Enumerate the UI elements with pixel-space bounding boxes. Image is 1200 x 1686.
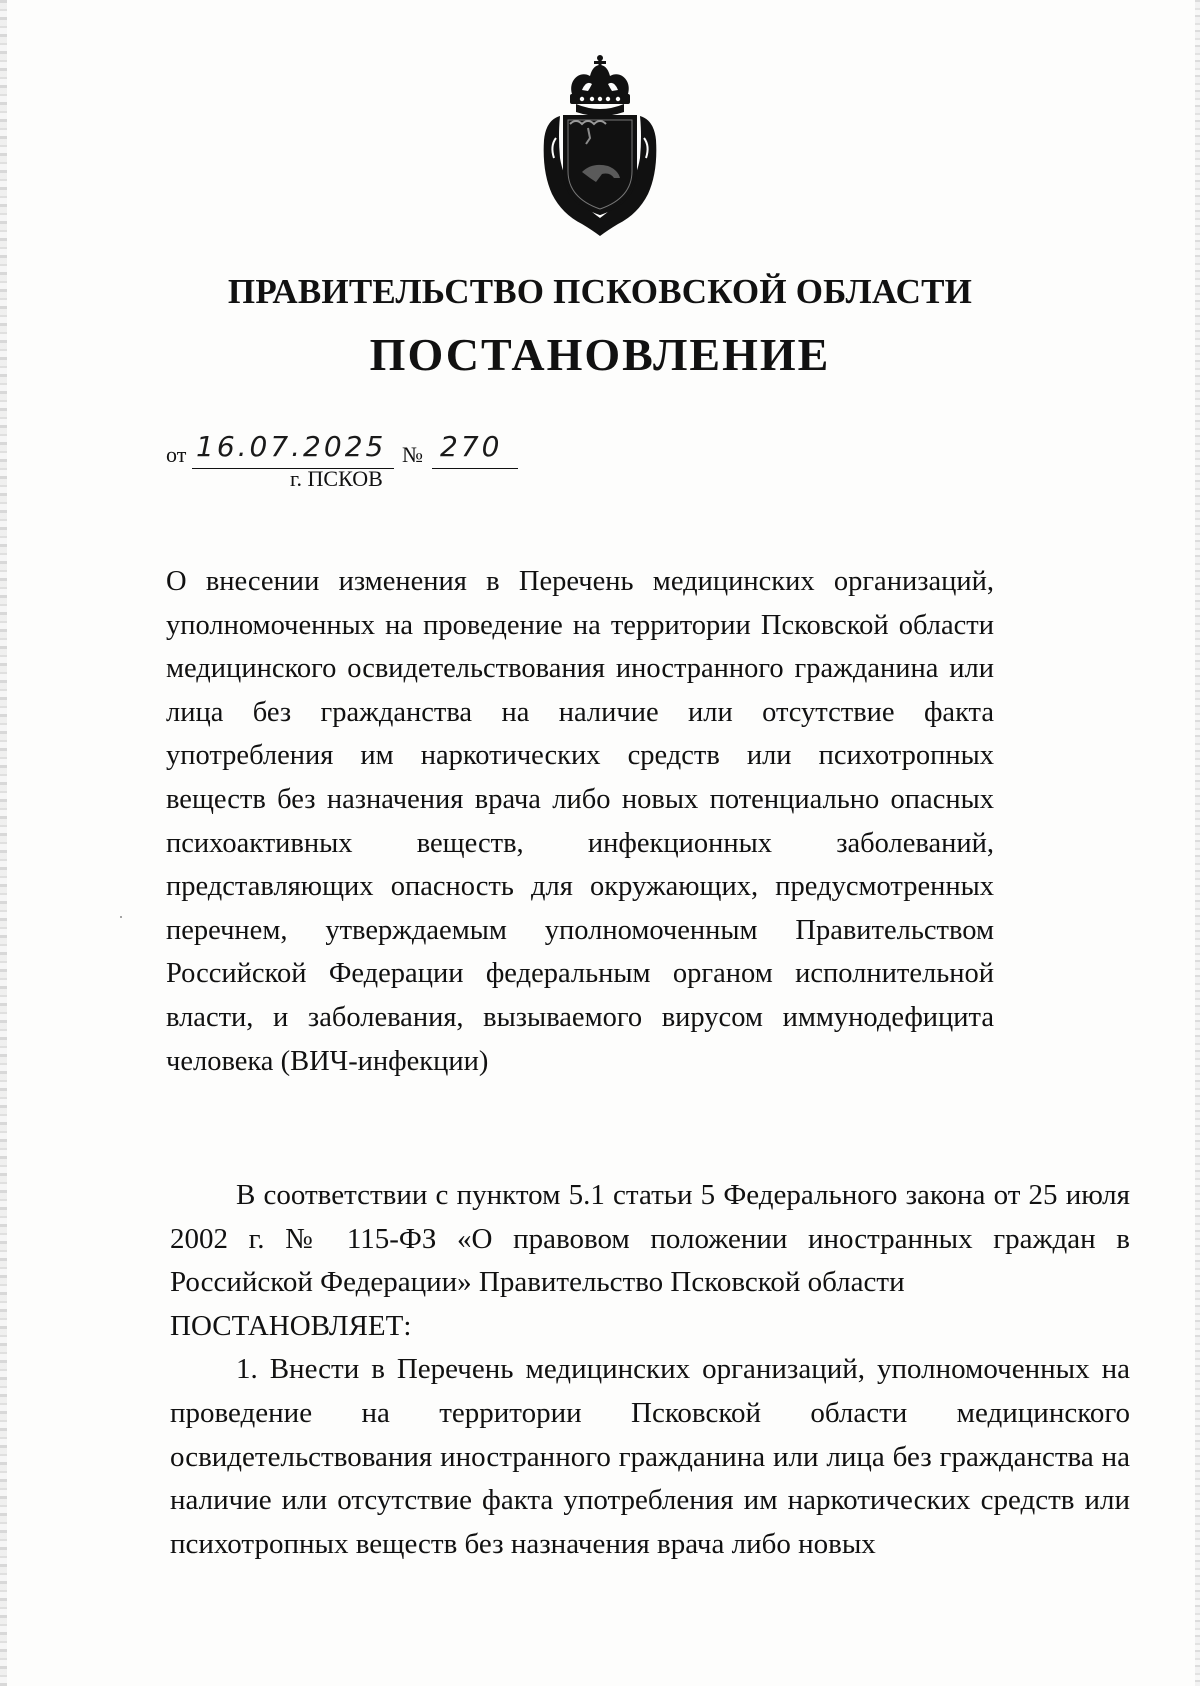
issuer-title: ПРАВИТЕЛЬСТВО ПСКОВСКОЙ ОБЛАСТИ: [227, 272, 973, 311]
number-prefix: №: [402, 442, 423, 467]
decree-word: ПОСТАНОВЛЯЕТ:: [170, 1309, 412, 1342]
scan-edge-right: [1195, 0, 1200, 1686]
date-number-line: [166, 430, 526, 470]
document-type-heading: ПОСТАНОВЛЕНИЕ: [369, 329, 831, 380]
pskov-oblast-coat-of-arms-icon: [530, 54, 670, 240]
scan-speck: [120, 916, 122, 918]
document-body: [170, 1174, 1130, 1566]
preamble-paragraph: В соответствии с пунктом 5.1 статьи 5 Федерального закона от 25 июля 2002 г. № 115-ФЗ «О правовом положении иностранных граждан в Российской Федерации» Правительство Псковской области: [170, 1179, 1130, 1299]
handwritten-date: 16.07.2025: [196, 430, 387, 463]
handwritten-number: 270: [440, 430, 503, 463]
date-prefix: от: [166, 442, 187, 467]
date-field: [192, 430, 394, 469]
item-1-paragraph: 1. Внести в Перечень медицинских организаций, уполномоченных на проведение на территории Псковской области медицинского освидетельствования иностранного гражданина или лица без гражданства на наличие или отсутствие факта употребления им наркотических средств или психотропных веществ без назначения врача либо новых: [170, 1353, 1130, 1560]
scan-edge-left: [0, 0, 7, 1686]
document-subject: О внесении изменения в Перечень медицинских организаций, уполномоченных на проведение на территории Псковской области медицинского освидетельствования иностранного гражданина или лица без гражданства на наличие или отсутствие факта употребления им наркотических средств или психотропных веществ без назначения врача либо новых потенциально опасных психоактивных веществ, инфекционных заболеваний, представляющих опасность для окружающих, предусмотренных перечнем, утверждаемым уполномоченным Правительством Российской Федерации федеральным органом исполнительной власти, и заболевания, вызываемого вирусом иммунодефицита человека (ВИЧ-инфекции): [166, 566, 994, 1077]
city-label: г. ПСКОВ: [290, 466, 383, 491]
number-field: [432, 430, 518, 469]
